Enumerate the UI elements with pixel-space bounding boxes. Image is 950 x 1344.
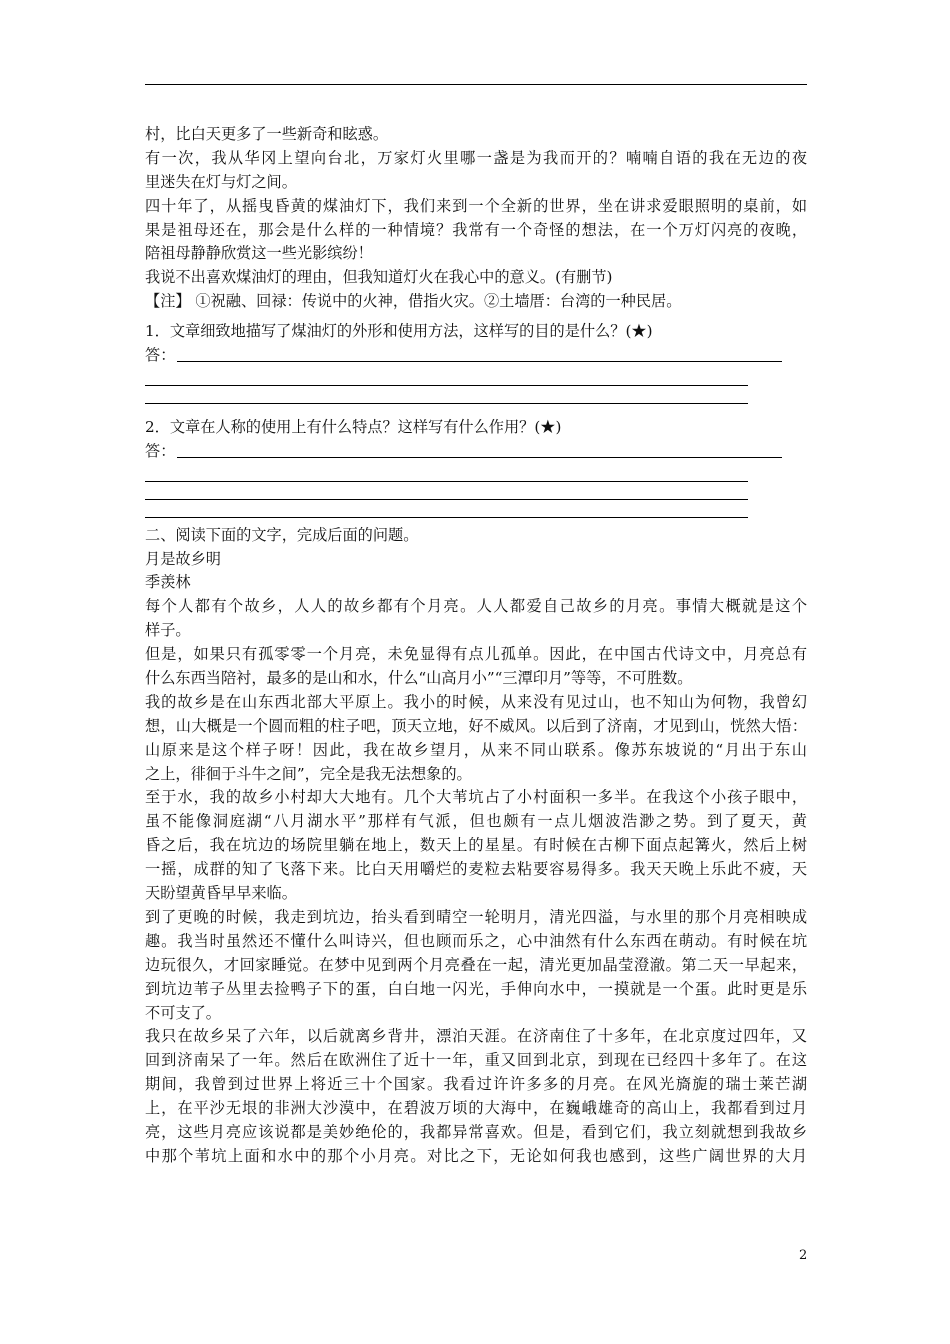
- answer-line: [145, 440, 807, 464]
- text-line: 一摇，成群的知了飞落下来。比白天用嚼烂的麦粒去粘要容易得多。我天天晚上乐此不疲，天: [145, 860, 807, 879]
- text-line: 上，在平沙无垠的非洲大沙漠中，在碧波万顷的大海中，在巍峨雄奇的高山上，我都看到过月: [145, 1099, 807, 1118]
- text-line: 回到济南呆了一年。然后在欧洲住了近十一年，重又回到北京，到现在已经四十多年了。在这: [145, 1051, 807, 1070]
- article-author: 季羡林: [145, 573, 191, 592]
- text-line: 什么东西当陪衬，最多的是山和水，什么“山高月小”“三潭印月”等等，不可胜数。: [145, 669, 693, 688]
- text-line: 果是祖母还在，那会是什么样的一种情境？我常有一个奇怪的想法，在一个万灯闪亮的夜晚，: [145, 220, 807, 239]
- question-2: 2．文章在人称的使用上有什么特点？这样写有什么作用？(★): [145, 417, 562, 436]
- answer-label: 答：: [145, 346, 176, 364]
- answer-label: 答：: [145, 441, 176, 460]
- text-line: 样子。: [145, 621, 191, 640]
- answer-blank[interactable]: [145, 499, 748, 500]
- text-line: 有一次，我从华冈上望向台北，万家灯火里哪一盏是为我而开的？喃喃自语的我在无边的夜: [145, 148, 807, 167]
- footnote: 【注】 ①祝融、回禄：传说中的火神，借指火灾。②土墙厝：台湾的一种民居。: [145, 292, 682, 311]
- text-line: 每个人都有个故乡，人人的故乡都有个月亮。人人都爱自己故乡的月亮。事情大概就是这个: [145, 597, 807, 616]
- text-line: 四十年了，从摇曳昏黄的煤油灯下，我们来到一个全新的世界，坐在讲求爱眼照明的桌前，如: [145, 196, 807, 215]
- answer-blank[interactable]: [145, 403, 748, 404]
- text-line: 边玩很久，才回家睡觉。在梦中见到两个月亮叠在一起，清光更加晶莹澄澈。第二天一早起来，: [145, 955, 807, 974]
- text-line: 期间，我曾到过世界上将近三十个国家。我看过许许多多的月亮。在风光旖旎的瑞士莱芒湖: [145, 1075, 807, 1094]
- section-heading: 二、阅读下面的文字，完成后面的问题。: [145, 525, 419, 544]
- text-line: 天盼望黄昏早早来临。: [145, 884, 297, 903]
- answer-blank[interactable]: [145, 517, 748, 518]
- answer-blank[interactable]: [177, 361, 782, 362]
- text-line: 到了更晚的时候，我走到坑边，抬头看到晴空一轮明月，清光四溢，与水里的那个月亮相映成: [145, 907, 807, 926]
- text-line: 我的故乡是在山东西北部大平原上。我小的时候，从来没有见过山，也不知山为何物，我曾幻: [145, 692, 807, 711]
- text-line: 陪祖母静静欣赏这一些光影缤纷！: [145, 244, 373, 263]
- answer-line: [145, 344, 807, 368]
- text-line: 到坑边苇子丛里去捡鸭子下的蛋，白白地一闪光，手伸向水中，一摸就是一个蛋。此时更是乐: [145, 979, 807, 998]
- text-line: 山原来是这个样子呀！因此，我在故乡望月，从来不同山联系。像苏东坡说的“月出于东山: [145, 740, 807, 759]
- header-rule: [145, 84, 807, 85]
- text-line: 我说不出喜欢煤油灯的理由，但我知道灯火在我心中的意义。(有删节): [145, 268, 613, 287]
- answer-blank[interactable]: [145, 385, 748, 386]
- document-body: [145, 123, 807, 1169]
- article-title: 月是故乡明: [145, 549, 221, 568]
- text-line: 虽不能像洞庭湖“八月湖水平”那样有气派，但也颇有一点儿烟波浩渺之势。到了夏天，黄: [145, 812, 807, 831]
- text-line: 之上，徘徊于斗牛之间”，完全是我无法想象的。: [145, 764, 472, 783]
- text-line: 不可支了。: [145, 1003, 221, 1022]
- page-number: 2: [799, 1248, 808, 1263]
- text-line: 但是，如果只有孤零零一个月亮，未免显得有点儿孤单。因此，在中国古代诗文中，月亮总有: [145, 645, 807, 664]
- answer-blank[interactable]: [177, 457, 782, 458]
- text-line: 昏之后，我在坑边的场院里躺在地上，数天上的星星。有时候在古柳下面点起篝火，然后上树: [145, 836, 807, 855]
- text-line: 中那个苇坑上面和水中的那个小月亮。对比之下，无论如何我也感到，这些广阔世界的大月: [145, 1146, 807, 1165]
- text-line: 想，山大概是一个圆而粗的柱子吧，顶天立地，好不威风。以后到了济南，才见到山，恍然大悟：: [145, 716, 807, 735]
- text-line: 亮，这些月亮应该说都是美妙绝伦的，我都异常喜欢。但是，看到它们，我立刻就想到我故乡: [145, 1122, 807, 1141]
- text-line: 趣。我当时虽然还不懂什么叫诗兴，但也顾而乐之，心中油然有什么东西在萌动。有时候在坑: [145, 931, 807, 950]
- text-line: 至于水，我的故乡小村却大大地有。几个大苇坑占了小村面积一多半。在我这个小孩子眼中，: [145, 788, 807, 807]
- text-line: 村，比白天更多了一些新奇和眩惑。: [145, 125, 388, 143]
- question-1: 1．文章细致地描写了煤油灯的外形和使用方法，这样写的目的是什么？(★): [145, 322, 653, 341]
- text-line: 里迷失在灯与灯之间。: [145, 172, 297, 191]
- answer-blank[interactable]: [145, 481, 748, 482]
- text-line: 我只在故乡呆了六年，以后就离乡背井，漂泊天涯。在济南住了十多年，在北京度过四年，又: [145, 1027, 807, 1046]
